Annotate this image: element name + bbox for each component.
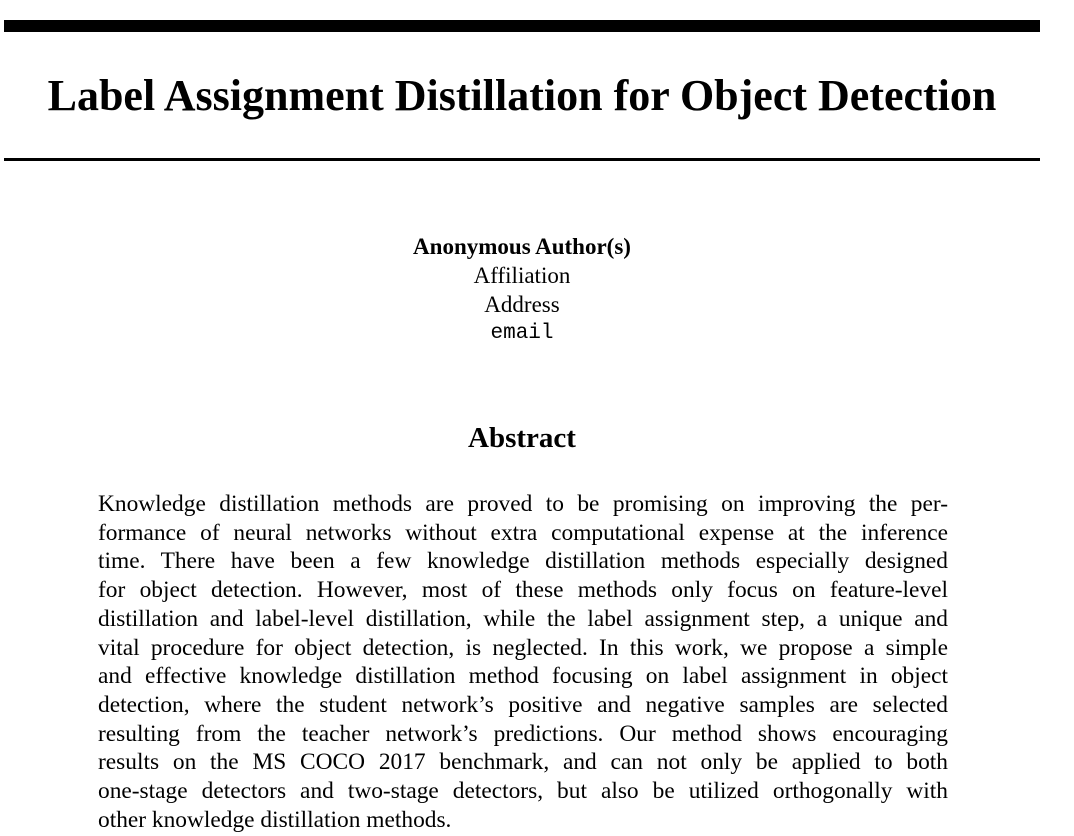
abstract-line: time. There have been a few knowledge distillation methods especially designed [98,548,948,575]
abstract-line: and effective knowledge distillation method focusing on label assignment in object [98,663,948,690]
top-rule [4,20,1040,32]
abstract-line: vital procedure for object detection, is neglected. In this work, we propose a simple [98,634,948,661]
author-affiliation: Affiliation [473,263,571,288]
author-email: email [490,322,554,345]
paper-title: Label Assignment Distillation for Object Detection [47,71,997,120]
abstract-line-last: other knowledge distillation methods. [98,806,452,833]
abstract-line: results on the MS COCO 2017 benchmark, and can not only be applied to both [98,749,948,776]
author-name: Anonymous Author(s) [413,234,631,259]
abstract-line: formance of neural networks without extra computational expense at the inference [98,519,948,546]
abstract-line: detection, where the student network’s positive and negative samples are selected [98,691,948,718]
abstract-line: one-stage detectors and two-stage detectors, but also be utilized orthogonally with [98,778,948,805]
author-address: Address [484,292,560,317]
abstract-line: resulting from the teacher network’s predictions. Our method shows encouraging [98,720,948,747]
author-block [0,232,1044,348]
abstract-heading: Abstract [468,422,576,454]
abstract-body [98,490,948,834]
abstract-line: for object detection. However, most of these methods only focus on feature-level [98,577,948,604]
abstract-line: distillation and label-level distillation, while the label assignment step, a unique and [98,605,948,632]
title-bottom-rule [4,158,1040,161]
abstract-line: Knowledge distillation methods are proved to be promising on improving the per- [98,491,948,517]
